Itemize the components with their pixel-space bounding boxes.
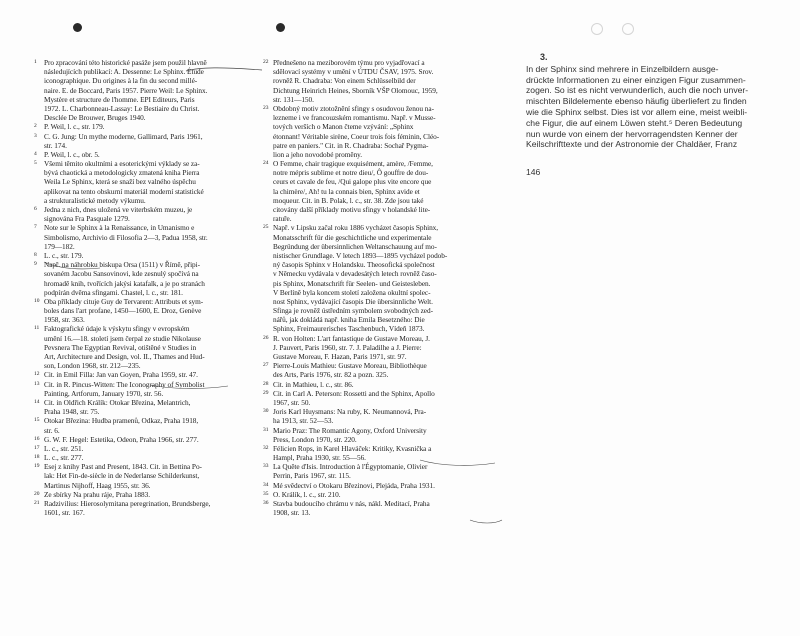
footnote-line: sovaném Jacobu Sansovinovi, kde zesnulý spočívá na [44, 269, 199, 279]
footnote-line: O Femme, chair tragique exquisément, amère, /Femme, [273, 159, 433, 169]
footnote-text [44, 132, 264, 150]
footnote [34, 150, 264, 159]
footnote-text [273, 426, 502, 444]
footnote-line: Mario Praz: The Romantic Agony, Oxford University [273, 425, 427, 435]
footnote-text [44, 260, 264, 297]
footnote [263, 481, 502, 490]
footnote-line: Radzivilius: Hierosolymitana peregrination, Brundsberge, [44, 499, 211, 508]
footnote [34, 260, 264, 297]
footnote [263, 389, 502, 407]
paragraph-line: In der Sphinx sind mehrere in Einzelbildern ausge- [526, 63, 719, 74]
footnote [34, 370, 264, 379]
footnote [34, 453, 264, 462]
footnote-line: 1601, str. 167. [44, 508, 85, 518]
footnote-number: 10 [34, 297, 40, 304]
footnote-line: str. 6. [44, 425, 60, 435]
footnote-line: a strukturalistické metody výkumu. [44, 195, 146, 205]
footnote-number: 14 [34, 398, 40, 405]
footnote-line: naire. E. de Boccard, Paris 1957. Pierre Weil: Le Sphinx. [44, 85, 208, 95]
footnote-line: Otokar Březina: Hudba pramenů, Odkaz, Praha 1918, [44, 416, 199, 426]
footnote [263, 426, 502, 444]
footnote-text [273, 490, 502, 499]
footnote-line: Mystère et structure de l'homme. EPI Editeurs, Paris [44, 94, 195, 104]
footnote-number: 8 [34, 251, 37, 258]
footnote-number: 1 [34, 59, 37, 65]
footnote-text [44, 398, 264, 416]
footnote-line: str. 131—150. [273, 94, 314, 104]
footnote-line: Oba příklady cituje Guy de Tervarent: Attributs et sym- [44, 296, 204, 306]
footnote-line: Painting, Artforum, January 1970, str. 56. [44, 388, 164, 398]
footnote-line: P. Weil, l. c., obr. 5. [44, 149, 100, 159]
footnote-line: Art, Architecture and Design, vol. II., Thames and Hud- [44, 352, 205, 361]
footnote-line: Simbolismo, Archivio di Filosofia 2—3, Padua 1958, str. [44, 232, 208, 242]
footnote-line: 1958, str. 363. [44, 315, 85, 325]
footnote-number: 32 [263, 444, 269, 451]
footnote-number: 24 [263, 160, 269, 167]
footnote-line: Begründung der übersinnlichen Weltanschauung auf mo- [273, 241, 437, 251]
footnote-number: 3 [34, 132, 37, 139]
footnote-text [273, 361, 502, 379]
footnote-line: Přednešeno na meziborovém týmu pro vyjadřovací a [273, 58, 425, 67]
paragraph-line: Keilschrifttexte und der Astronomie der Chaldäer, Franz [526, 139, 738, 150]
footnote-number: 16 [34, 435, 40, 442]
footnote-line: Esej z knihy Past and Present, 1843. Cit. in Bettina Po- [44, 462, 202, 472]
footnote-number: 20 [34, 490, 40, 497]
pen-underline [470, 520, 502, 523]
paragraph-line: wie die Sphinx selbst. Dies ist vor allem eine, meist weibli- [526, 106, 748, 117]
footnote-text [44, 435, 264, 444]
footnote-number: 6 [34, 206, 37, 212]
footnote-line: Všemi těmito okultními a esoterickými výklady se za- [44, 159, 200, 169]
footnote-number: 29 [263, 389, 269, 396]
footnote-line: Dichtung Heinrich Heines, Sborník VŠP Olomouc, 1959, [273, 85, 438, 95]
footnote-number: 26 [263, 334, 269, 341]
footnote-number: 2 [34, 123, 37, 130]
footnote-text [44, 370, 264, 379]
footnote [34, 159, 264, 205]
footnote-line: Cit. in Emil Filla: Jan van Goyen, Praha 1959, str. 47. [44, 370, 198, 380]
footnote-line: Desclée De Brouwer, Bruges 1940. [44, 113, 146, 123]
footnote-line: Faktografické údaje k výskytu sfingy v evropském [44, 324, 190, 334]
footnote-text [273, 407, 502, 425]
footnote-line: str. 174. [44, 140, 67, 150]
footnote-line: J. Pauvert, Paris 1960, str. 7. J. Paladilhe a J. Pierre: [273, 342, 422, 352]
footnote-number: 27 [263, 362, 269, 369]
footnotes-left-column [34, 58, 264, 517]
footnote-number: 33 [263, 463, 269, 470]
footnote-number: 34 [263, 481, 269, 488]
punch-hole-faint [591, 23, 603, 35]
footnote-number: 30 [263, 408, 269, 415]
footnote-line: Např. na náhrobku biskupa Orsa (1511) v Římě, připi- [44, 260, 201, 270]
footnote [263, 223, 502, 333]
footnote-line: nost Sphinx, vydávající časopis Die übersinnliche Welt. [273, 296, 433, 306]
footnote [263, 58, 502, 104]
footnote-line: son, London 1968, str. 212—235. [44, 361, 141, 371]
footnote-line: aplikovat na tento obskurní materiál moderní statistické [44, 186, 204, 196]
footnote-line: 1967, str. 50. [273, 397, 311, 407]
footnote-line: Monatsschrift für die geschichtliche und experimentale [273, 232, 432, 242]
footnote-text [273, 389, 502, 407]
footnote-text [273, 58, 502, 104]
footnote-line: L. c., str. 251. [44, 443, 84, 453]
footnote [34, 58, 264, 122]
footnote-number: 23 [263, 104, 269, 111]
footnote-line: následujících publikací: A. Dessenne: Le Sphinx. Étude [44, 67, 204, 77]
footnote [34, 499, 264, 517]
footnote [34, 416, 264, 434]
footnote-line: podpírán dvěma sfingami. Chastel, l. c., str. 181. [44, 287, 183, 297]
footnote-text [273, 499, 502, 517]
footnote-line: L. c., str. 179. [44, 250, 84, 260]
footnote-number: 19 [34, 463, 40, 470]
paragraph-line: drückte Informationen zu einer einzigen Figur zusammen- [526, 74, 746, 85]
footnote [34, 251, 264, 260]
footnote-line: sdělovací systémy v umění v ÚTDU ČSAV, 1975. Srov. [273, 67, 434, 77]
footnote-text [44, 297, 264, 325]
footnote-line: umění 16.—18. století jsem čerpal ze studie Nikolause [44, 333, 201, 343]
footnote-text [44, 223, 264, 251]
footnote [263, 444, 502, 462]
footnote [263, 499, 502, 517]
footnote-line: Gustave Moreau, F. Hazan, Paris 1971, str. 97. [273, 352, 407, 361]
page-number: 146 [526, 167, 541, 178]
footnotes-middle-column [263, 58, 502, 517]
footnote-line: V Berlíně byla koncem století založena okultní spolec- [273, 287, 431, 297]
footnote-line: R. von Holten: L'art fantastique de Gustave Moreau, J. [273, 333, 430, 343]
footnote-line: rovněž R. Chadraba: Von einem Schlüsselbild der [273, 76, 416, 86]
footnote-line: Např. v Lipsku začal roku 1886 vycházet časopis Sphinx, [273, 223, 439, 233]
footnote-line: Ze sbírky Na prahu ráje, Praha 1883. [44, 489, 150, 499]
footnote-text [44, 159, 264, 205]
footnote-line: Pevsnera The Egyptian Revival, otištěné v Studies in [44, 342, 197, 352]
paragraph-line: che Figur, die auf einem Löwen steht.⁵ Deren Bedeutung [526, 117, 743, 128]
footnote-text [44, 453, 264, 462]
footnote [34, 223, 264, 251]
footnote-text [44, 58, 264, 122]
footnote-line: Perrin, Paris 1967, str. 115. [273, 471, 351, 481]
footnote-text [273, 444, 502, 462]
footnote-text [273, 104, 502, 159]
footnote-line: bývá chaotická a metodologicky zmatená kniha Pierra [44, 168, 200, 178]
punch-hole-faint [622, 23, 634, 35]
footnote [34, 444, 264, 453]
footnote-text [44, 490, 264, 499]
german-text-column [526, 52, 774, 178]
footnote-line: lak: Het Fin-de-siècle in de Nederlanse Schilderkunst, [44, 471, 200, 481]
footnote [263, 334, 502, 362]
footnote-text [273, 159, 502, 223]
footnote-line: Sfinga je rovněž ústředním symbolem svobodných zed- [273, 306, 433, 316]
footnote-line: Note sur le Sphinx à la Renaissance, in Umanismo e [44, 223, 195, 233]
footnote-line: G. W. F. Hegel: Estetika, Odeon, Praha 1966, str. 277. [44, 434, 199, 444]
footnote-line: Cit. in Oldřich Králík: Otokar Březina, Melantrich, [44, 397, 191, 407]
footnote-text [44, 444, 264, 453]
footnote-number: 36 [263, 500, 269, 506]
footnote-number: 22 [263, 59, 269, 65]
footnote-number: 25 [263, 224, 269, 231]
footnote-line: Weila Le Sphinx, která se snaží bez valného úspěchu [44, 177, 196, 187]
footnote-line: pis Sphinx, Monatschrift für Seelen- und Geistesleben. [273, 278, 431, 288]
footnote-number: 17 [34, 444, 40, 451]
footnote-line: Martinus Nijhoff, Haag 1955, str. 36. [44, 480, 151, 490]
footnote [263, 490, 502, 499]
footnote-line: ceurs et cavale de feu, /Qui galope plus vite encore que [273, 177, 432, 187]
footnote [34, 324, 264, 370]
footnote-line: étonnant! Véritable sirène, Coeur trois fois féminin, Cléo- [273, 131, 440, 141]
footnote-number: 31 [263, 426, 269, 433]
footnote-line: ratuře. [273, 214, 292, 224]
footnote-line: lezneme i ve francouzském romantismu. Např. v Musse- [273, 113, 436, 123]
german-paragraph [526, 64, 774, 150]
footnote-text [44, 380, 264, 398]
footnote-line: ný časopis Sphinx v Holandsku. Theosofická společnost [273, 260, 435, 270]
footnote [263, 380, 502, 389]
footnote-line: Mé svědectví o Otokaru Březinovi, Plejáda, Praha 1931. [273, 480, 435, 490]
footnote-number: 13 [34, 380, 40, 387]
footnote-line: tových verších o Manon čteme vzývání: „Sphinx [273, 122, 414, 132]
footnote-line: 1908, str. 13. [273, 508, 311, 518]
footnote-line: Obdobný motiv ztotožnění sfingy s osudovou ženou na- [273, 103, 434, 113]
footnote-line: boles dans l'art profane, 1450—1600, E. Droz, Genève [44, 306, 202, 316]
footnote-text [44, 499, 264, 517]
footnote-line: P. Weil, l. c., str. 179. [44, 122, 105, 132]
footnote-line: 1972. L. Charbonneau-Lassay: Le Bestiaire du Christ. [44, 103, 200, 113]
footnote-line: Praha 1948, str. 75. [44, 407, 100, 417]
section-number: 3. [540, 52, 548, 62]
footnote-number: 15 [34, 417, 40, 424]
footnote-text [273, 334, 502, 362]
footnote [34, 490, 264, 499]
footnote [34, 380, 264, 398]
footnote-text [273, 481, 502, 490]
footnote [263, 159, 502, 223]
paragraph-line: nun wurde von einem der hervorragendsten Kenner der [526, 128, 738, 139]
footnote-number: 28 [263, 380, 269, 387]
footnote-number: 4 [34, 150, 37, 157]
footnote-number: 18 [34, 454, 40, 461]
footnote [34, 132, 264, 150]
footnote-number: 11 [34, 325, 40, 332]
footnote [34, 462, 264, 490]
footnote-line: nistischer Grundlage. V letech 1893—1895 vycházel podob- [273, 250, 448, 260]
footnote-line: Jedna z nich, dnes uložená ve viterbském muzeu, je [44, 205, 193, 214]
footnote-line: Cit. in Mathieu, l. c., str. 86. [273, 379, 354, 389]
footnote-line: moqueur. Cit. in B. Polak, l. c., str. 38. Zde jsou také [273, 195, 424, 205]
footnote-line: Press, London 1970, str. 220. [273, 434, 357, 444]
footnote-line: Félicien Rops, in Karel Hlaváček: Kritiky, Kvasnička a [273, 443, 432, 453]
footnote-line: nářů, jak dokládá např. kniha Emila Besetzného: Die [273, 315, 425, 325]
footnote-line: iconographique. Du origines à la fin du second millé- [44, 76, 198, 86]
footnote-line: ha 1913, str. 52—53. [273, 416, 334, 426]
footnote-text [44, 251, 264, 260]
footnote-line: notre mépris sublime et notre dieu/, Ô gouffre de dou- [273, 168, 429, 178]
footnote [34, 122, 264, 131]
footnote [263, 104, 502, 159]
footnote-text [44, 122, 264, 131]
footnote-number: 21 [34, 500, 40, 506]
footnote-line: La Quête d'Isis. Introduction à l'Égyptomanie, Olivier [273, 462, 428, 472]
footnote [263, 361, 502, 379]
footnote-text [273, 223, 502, 333]
footnote-line: 179—182. [44, 241, 75, 251]
footnote-line: Stavba budoucího chrámu v nás, nákl. Meditací, Praha [273, 499, 430, 508]
footnote-line: patre en paniers." Cit. in R. Chadraba: Sochař Pygma- [273, 140, 429, 150]
footnote [263, 407, 502, 425]
footnote-line: signována Fra Pasquale 1279. [44, 214, 130, 224]
footnote-text [273, 380, 502, 389]
footnote-line: O. Králík, l. c., str. 210. [273, 489, 341, 499]
footnote-line: citovány další příklady motivu sfingy v holandské lite- [273, 205, 431, 214]
footnote [34, 205, 264, 223]
footnote-number: 12 [34, 371, 40, 378]
footnote [34, 297, 264, 325]
punch-hole [73, 23, 82, 32]
footnote-number: 35 [263, 490, 269, 497]
footnote [263, 462, 502, 480]
footnote-line: Hampl, Praha 1930, str. 55—56. [273, 453, 366, 463]
footnote [34, 435, 264, 444]
footnote [34, 398, 264, 416]
footnote-line: Pro zpracování této historické pasáže jsem použil hlavně [44, 58, 207, 67]
footnote-line: C. G. Jung: Un mythe moderne, Gallimard, Paris 1961, [44, 131, 203, 141]
footnote-number: 5 [34, 160, 37, 167]
footnote-text [44, 205, 264, 223]
footnote-text [44, 150, 264, 159]
footnote-text [273, 462, 502, 480]
footnote-line: lion a jeho novodobé proměny. [273, 149, 363, 159]
paragraph-line: mischten Bildelemente ebenso häufig überliefert zu finden [526, 96, 747, 107]
footnote-number: 9 [34, 261, 37, 268]
paragraph-line: zogen. So ist es nicht verwunderlich, auch die noch unver- [526, 85, 749, 96]
footnote-line: la chimère/, Ah! tu la connais bien, Sphinx avide et [273, 186, 420, 196]
footnote-text [44, 462, 264, 490]
footnote-line: des Arts, Paris 1976, str. 82 a pozn. 325. [273, 370, 389, 380]
footnote-number: 7 [34, 224, 37, 231]
footnote-line: Cit. in Carl A. Peterson: Rossetti and the Sphinx, Apollo [273, 388, 435, 398]
punch-hole [276, 23, 285, 32]
footnote-line: Joris Karl Huysmans: Na ruby, K. Neumannová, Pra- [273, 407, 427, 417]
footnote-line: hromadě knih, tvořících jakýsi katafalk, a je po stranách [44, 278, 205, 288]
footnote-line: Cit. in R. Pincus-Witten: The Iconography of Symbolist [44, 379, 205, 389]
footnote-text [44, 416, 264, 434]
footnote-line: v Německu vydávala v devadesátých letech rovněž časo- [273, 269, 437, 279]
footnote-line: L. c., str. 277. [44, 453, 84, 463]
footnote-text [44, 324, 264, 370]
footnote-line: Sphinx, Freimaurerisches Taschenbuch, Vídeň 1873. [273, 324, 425, 334]
footnote-line: Pierre-Louis Mathieu: Gustave Moreau, Bibliothèque [273, 361, 427, 371]
